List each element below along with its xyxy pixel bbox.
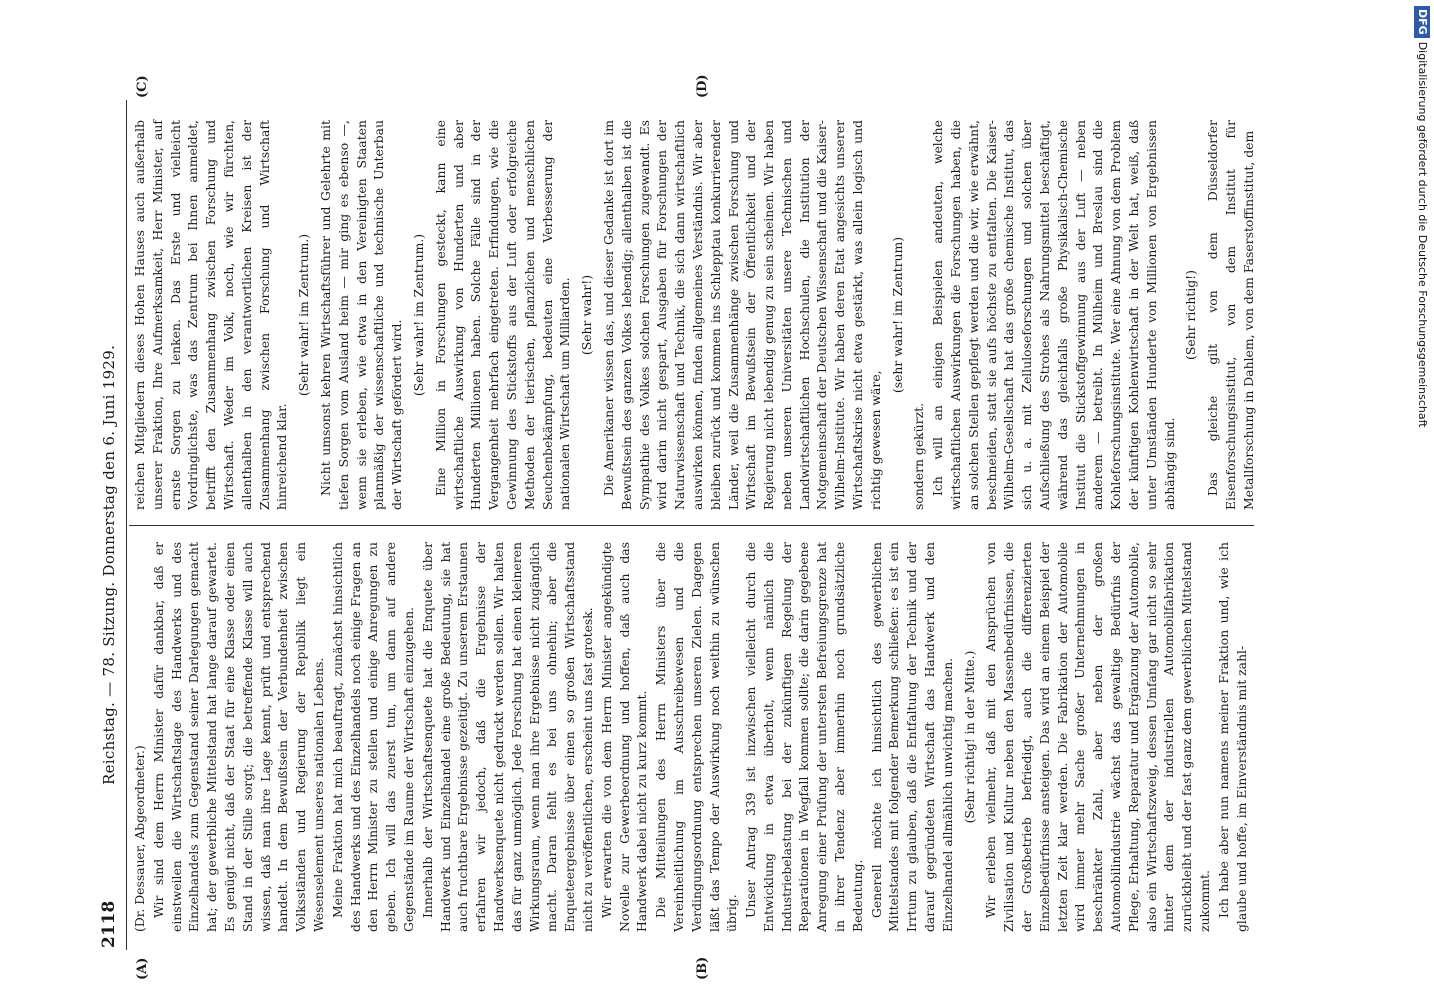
- margin-mark-d: (D): [695, 74, 710, 98]
- paragraph: Eine Million in Forschungen gesteckt, kann eine wirtschaftliche Auswirkung von Hunderten und aber Hunderten Millionen haben. Solche Fälle sind in der Vergangenheit mehrfach eingetreten. Erfindungen, wie die Gewinnung des Stickstoffs aus der Luft oder erfolgreiche Methoden der tierischen, pflanzlichen und menschlichen Seuchenbekämpfung, bedeuten eine Verbesserung der nationalen Wirtschaft um Milliarden.: [432, 120, 573, 510]
- interjection: (Sehr richtig!): [1183, 270, 1199, 360]
- interjection: (Sehr wahr!): [579, 274, 595, 356]
- margin-mark-b: (B): [695, 956, 710, 980]
- paragraph: Generell möchte ich hinsichtlich des gewerblichen Mittelstandes mit folgender Bemerkung schließen: es ist ein Irrtum zu glauben, daß die Entfaltung der Technik und der darauf gegründeten Wirtschaft das Handwerk und den Einzelhandel allmählich unwichtig machen.: [868, 542, 955, 932]
- paragraph: Innerhalb der Wirtschaftsenquete hat die Enquete über Handwerk und Einzelhandel eine große Bedeutung, sie hat auch fruchtbare Ergebnisse gezeitigt. Zu unserem Erstaunen erfahren wir jedoch, daß die Ergebnisse der Handwerksenquete nicht gedruckt werden sollen. Wir halten das für ganz unmöglich. Jede Forschung hat einen kleineren Wirkungsraum, wenn man ihre Ergebnisse nicht zugänglich macht. Daran fehlt es bei uns ohnehin; aber die Enqueteergebnisse über einen so großen Wirtschaftsstand nicht zu veröffentlichen, erscheint uns fast grotesk.: [419, 542, 595, 932]
- page-number: 2118: [99, 900, 119, 948]
- paragraph: Ich will an einigen Beispielen andeuten, welche wirtschaftlichen Auswirkungen die Forschungen haben, die an solchen Stellen gepflegt werden und die wir, wie erwähnt, beschneiden, statt sie aufs höchste zu entfalten. Die Kaiser-Wilhelm-Gesellschaft hat das große chemische Institut, das sich u. a. mit Zelluloseforschungen und solchen über Aufschließung des Strohes als Nahrungsmittel beschäftigt, während das gleichfalls große Physikalisch-Chemische Institut die Stickstoffgewinnung aus der Luft — neben anderem — betreibt. In Mülheim und Breslau sind die Kohleforschungsinstitute. Wer eine Ahnung von dem Problem der künftigen Kohlenwirtschaft in der Welt hat, weiß, daß unter Umständen Hunderte von Millionen von Ergebnissen abhängig sind.: [930, 120, 1177, 510]
- page-header: [95, 100, 123, 950]
- interjection: (Sehr wahr! im Zentrum.): [410, 233, 426, 397]
- paragraph: Wir sind dem Herrn Minister dafür dankbar, daß er einstweilen die Wirtschaftslage des Handwerks und des Einzelhandels zum Gegenstand seiner Darlegungen gemacht hat; der gewerbliche Mittelstand hat lange darauf gewartet. Es genügt nicht, daß der Staat für eine Klasse oder einen Stand in der Stille sorgt; die betreffende Klasse will auch wissen, daß man ihre Lage kennt, prüft und entsprechend handelt. In dem Bewußtsein der Verbundenheit zwischen Volksständen und Regierung der Republik liegt ein Wesenselement unseres nationalen Lebens.: [150, 542, 326, 932]
- paragraph: Wir erwarten die von dem Herrn Minister angekündigte Novelle zur Gewerbeordnung und hoffen, daß auch das Handwerk dabei nicht zu kurz kommt.: [598, 542, 650, 932]
- paragraph: Meine Fraktion hat mich beauftragt, zunächst hinsichtlich des Handwerks und des Einzelhandels noch einige Fragen an den Herrn Minister zu stellen und einige Anregungen zu geben. Ich will das zuerst tun, um dann auf andere Gegenstände im Raume der Wirtschaft einzugehen.: [329, 542, 416, 932]
- document-page: [95, 74, 1265, 980]
- paragraph: Die Mitteilungen des Herrn Ministers über die Vereinheitlichung im Ausschreibewesen und die Verdingungsordnung entsprechen unseren Zielen. Dagegen läßt das Tempo der Auswirkung noch weithin zu wünschen übrig.: [653, 542, 740, 932]
- left-column: [131, 542, 1251, 932]
- paragraph: Nicht umsonst kehren Wirtschaftsführer und Gelehrte mit tiefen Sorgen vom Ausland heim — mir ging es ebenso —, wenn sie erleben, wie etwa in den Vereinigten Staaten planmäßig der wissenschaftliche und technische Unterbau der Wirtschaft gefördert wird.: [317, 120, 405, 510]
- margin-mark-a: (A): [135, 957, 150, 980]
- page-title: Reichstag. — 78. Sitzung. Donnerstag den 6. Juni 1929.: [100, 344, 118, 785]
- paragraph: reichen Mitgliedern dieses Hohen Hauses auch außerhalb unserer Fraktion, Ihre Aufmerksamkeit, Herr Minister, auf ernste Sorgen zu lenken. Das Erste und vielleicht Vordringlichste, was das Zentrum bei Ihnen anmeldet, betrifft den Zusammenhang zwischen Forschung und Wirtschaft. Weder im Volk, noch, wie wir fürchten, allenthalben in den verantwortlichen Kreisen ist der Zusammenhang zwischen Forschung und Wirtschaft hinreichend klar.: [132, 120, 290, 510]
- digitization-label: [1414, 6, 1430, 996]
- text-columns: [131, 100, 1256, 950]
- header-rule: [126, 100, 127, 950]
- interjection: (sehr wahr! im Zentrum): [889, 236, 905, 394]
- interjection: (Sehr richtig! in der Mitte.): [961, 650, 977, 824]
- dfg-badge: DFG: [1414, 6, 1430, 38]
- paragraph: Unser Antrag 339 ist inzwischen vielleicht durch die Entwicklung in etwa überholt, wenn nämlich die Industriebelastung bei der zukünftigen Regelung der Reparationen in Wegfall kommen sollte; die darin gegebene Anregung einer Prüfung der untersten Befreiungsgrenze hat in ihrer Tendenz aber immerhin noch grundsätzliche Bedeutung.: [743, 542, 865, 932]
- digitization-note: [1414, 6, 1430, 996]
- paragraph: sondern gekürzt.: [911, 402, 927, 510]
- margin-mark-c: (C): [135, 75, 150, 98]
- paragraph: Das gleiche gilt von dem Düsseldorfer Eisenforschungsinstitut, von dem Institut für Metallforschung in Dahlem, von dem Faserstoffinstitut, dem: [1205, 120, 1256, 510]
- paragraph: Die Amerikaner wissen das, und dieser Gedanke ist dort im Bewußtsein des ganzen Volkes lebendig; allenthalben ist die Sympathie des Volkes solchen Forschungen zugewandt. Es wird darin nicht gespart, Ausgaben für Forschungen der Naturwissenschaft und Technik, die sich dann wirtschaftlich auswirken können, finden allgemeines Verständnis. Wir aber bleiben zurück und kommen ins Schlepptau konkurrierender Länder, weil die Zusammenhänge zwischen Forschung und Wirtschaft im Bewußtsein der Öffentlichkeit und der Regierung nicht lebendig genug zu sein scheinen. Wir haben neben unseren Universitäten unsere Technischen und Landwirtschaftlichen Hochschulen, die Institution der Notgemeinschaft der Deutschen Wissenschaft und die Kaiser-Wilhelm-Institute. Wir haben deren Etat angesichts unserer Wirtschaftskrise nicht etwa gestärkt, was allein logisch und richtig gewesen wäre,: [600, 120, 883, 510]
- right-column: [131, 120, 1256, 510]
- paragraph: Wir erleben vielmehr, daß mit den Ansprüchen von Zivilisation und Kultur neben den Massenbedürfnissen, die der Großbetrieb befriedigt, auch die differenzierten Einzelbedürfnisse ansteigen. Das wird an einem Beispiel der letzten Zeit klar werden. Die Fabrikation der Automobile wird immer mehr Sache großer Unternehmungen in beschränkter Zahl, aber neben der großen Automobilindustrie wächst das gewaltige Bedürfnis der Pflege, Erhaltung, Reparatur und Ergänzung der Automobile, also ein Wirtschaftszweig, dessen Umfang gar nicht so sehr hinter dem der industriellen Automobilfabrikation zurückbleibt und der fast ganz dem gewerblichen Mittelstand zukommt.: [983, 542, 1213, 932]
- digitization-text: Digitalisierung gefördert durch die Deutsche Forschungsgemeinschaft: [1416, 41, 1429, 428]
- paragraph: Ich habe aber nun namens meiner Fraktion und, wie ich glaube und hoffe, im Einverständnis mit zahl-: [1215, 542, 1249, 932]
- interjection: (Sehr wahr! im Zentrum.): [296, 233, 312, 397]
- speaker-line: (Dr. Dessauer, Abgeordneter.): [132, 745, 147, 932]
